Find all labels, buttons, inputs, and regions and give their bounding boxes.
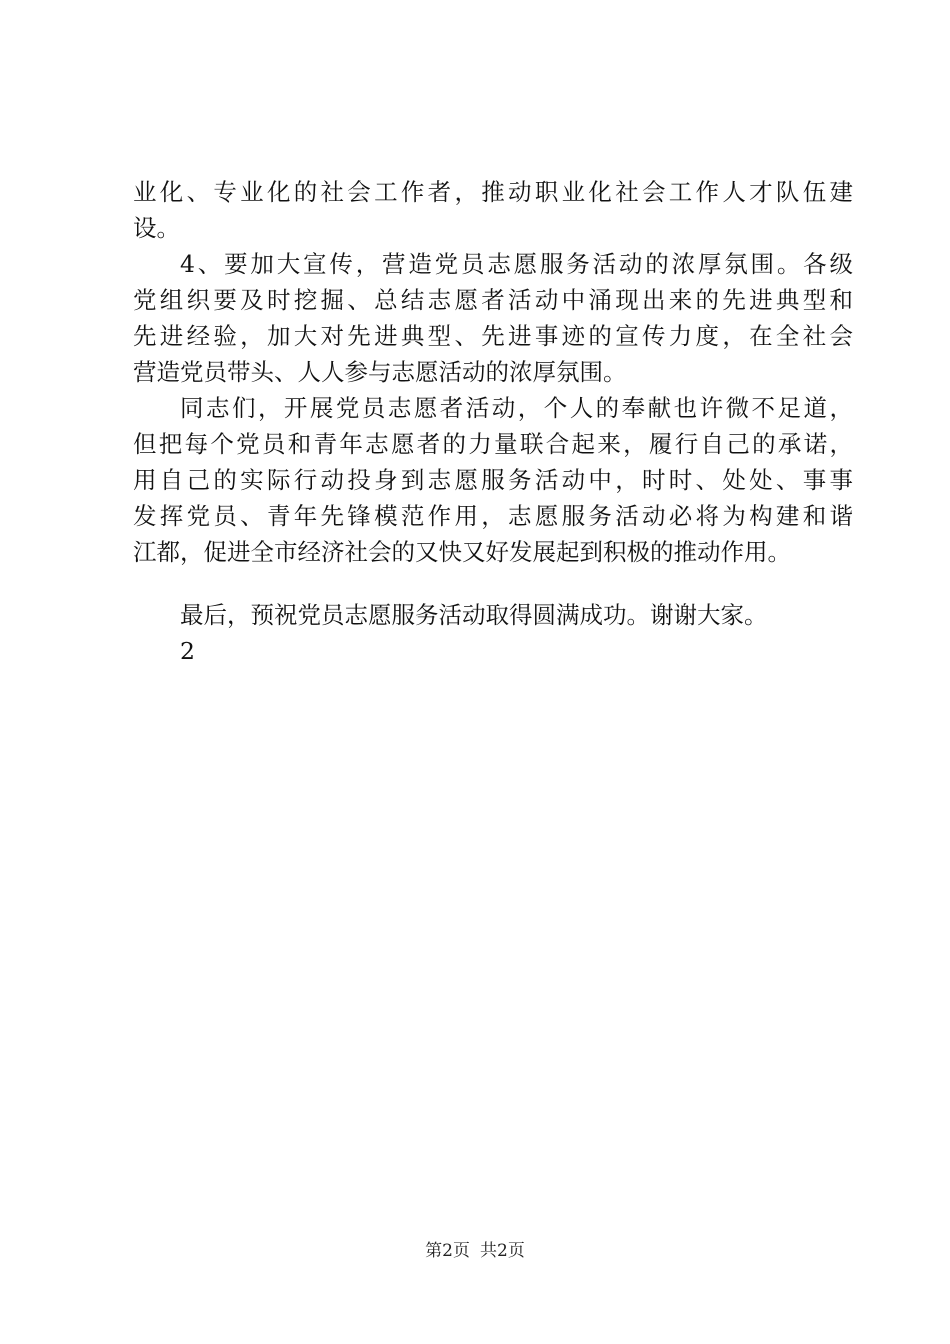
- paragraph-3-line-5: 江都，促进全市经济社会的又快又好发展起到积极的推动作用。: [133, 538, 791, 566]
- page-total-label: 共2页: [480, 1241, 525, 1261]
- paragraph-2-line-2: 党组织要及时挖掘、总结志愿者活动中涌现出来的先进典型和: [133, 286, 853, 314]
- page-number-label: 第2页: [425, 1241, 470, 1261]
- paragraph-1-line-1: 业化、专业化的社会工作者，推动职业化社会工作人才队伍建: [133, 178, 853, 206]
- paragraph-gap: [133, 570, 853, 597]
- paragraph-2-line-3: 先进经验，加大对先进典型、先进事迹的宣传力度，在全社会: [133, 322, 853, 350]
- page-footer: [0, 1239, 950, 1263]
- paragraph-4-line-1: 最后，预祝党员志愿服务活动取得圆满成功。谢谢大家。: [180, 601, 768, 629]
- paragraph-2-line-4: 营造党员带头、人人参与志愿活动的浓厚氛围。: [133, 358, 627, 386]
- paragraph-2-line-1: 4、要加大宣传，营造党员志愿服务活动的浓厚氛围。各级: [180, 250, 853, 278]
- paragraph-3-line-2: 但把每个党员和青年志愿者的力量联合起来，履行自己的承诺，: [133, 430, 853, 458]
- document-body: [133, 174, 853, 669]
- paragraph-3-line-4: 发挥党员、青年先锋模范作用，志愿服务活动必将为构建和谐: [133, 502, 853, 530]
- paragraph-4-line-2: 2: [180, 637, 195, 665]
- paragraph-3-line-3: 用自己的实际行动投身到志愿服务活动中，时时、处处、事事: [133, 466, 853, 494]
- paragraph-1-line-2: 设。: [133, 214, 180, 242]
- paragraph-3-line-1: 同志们，开展党员志愿者活动，个人的奉献也许微不足道，: [180, 394, 853, 422]
